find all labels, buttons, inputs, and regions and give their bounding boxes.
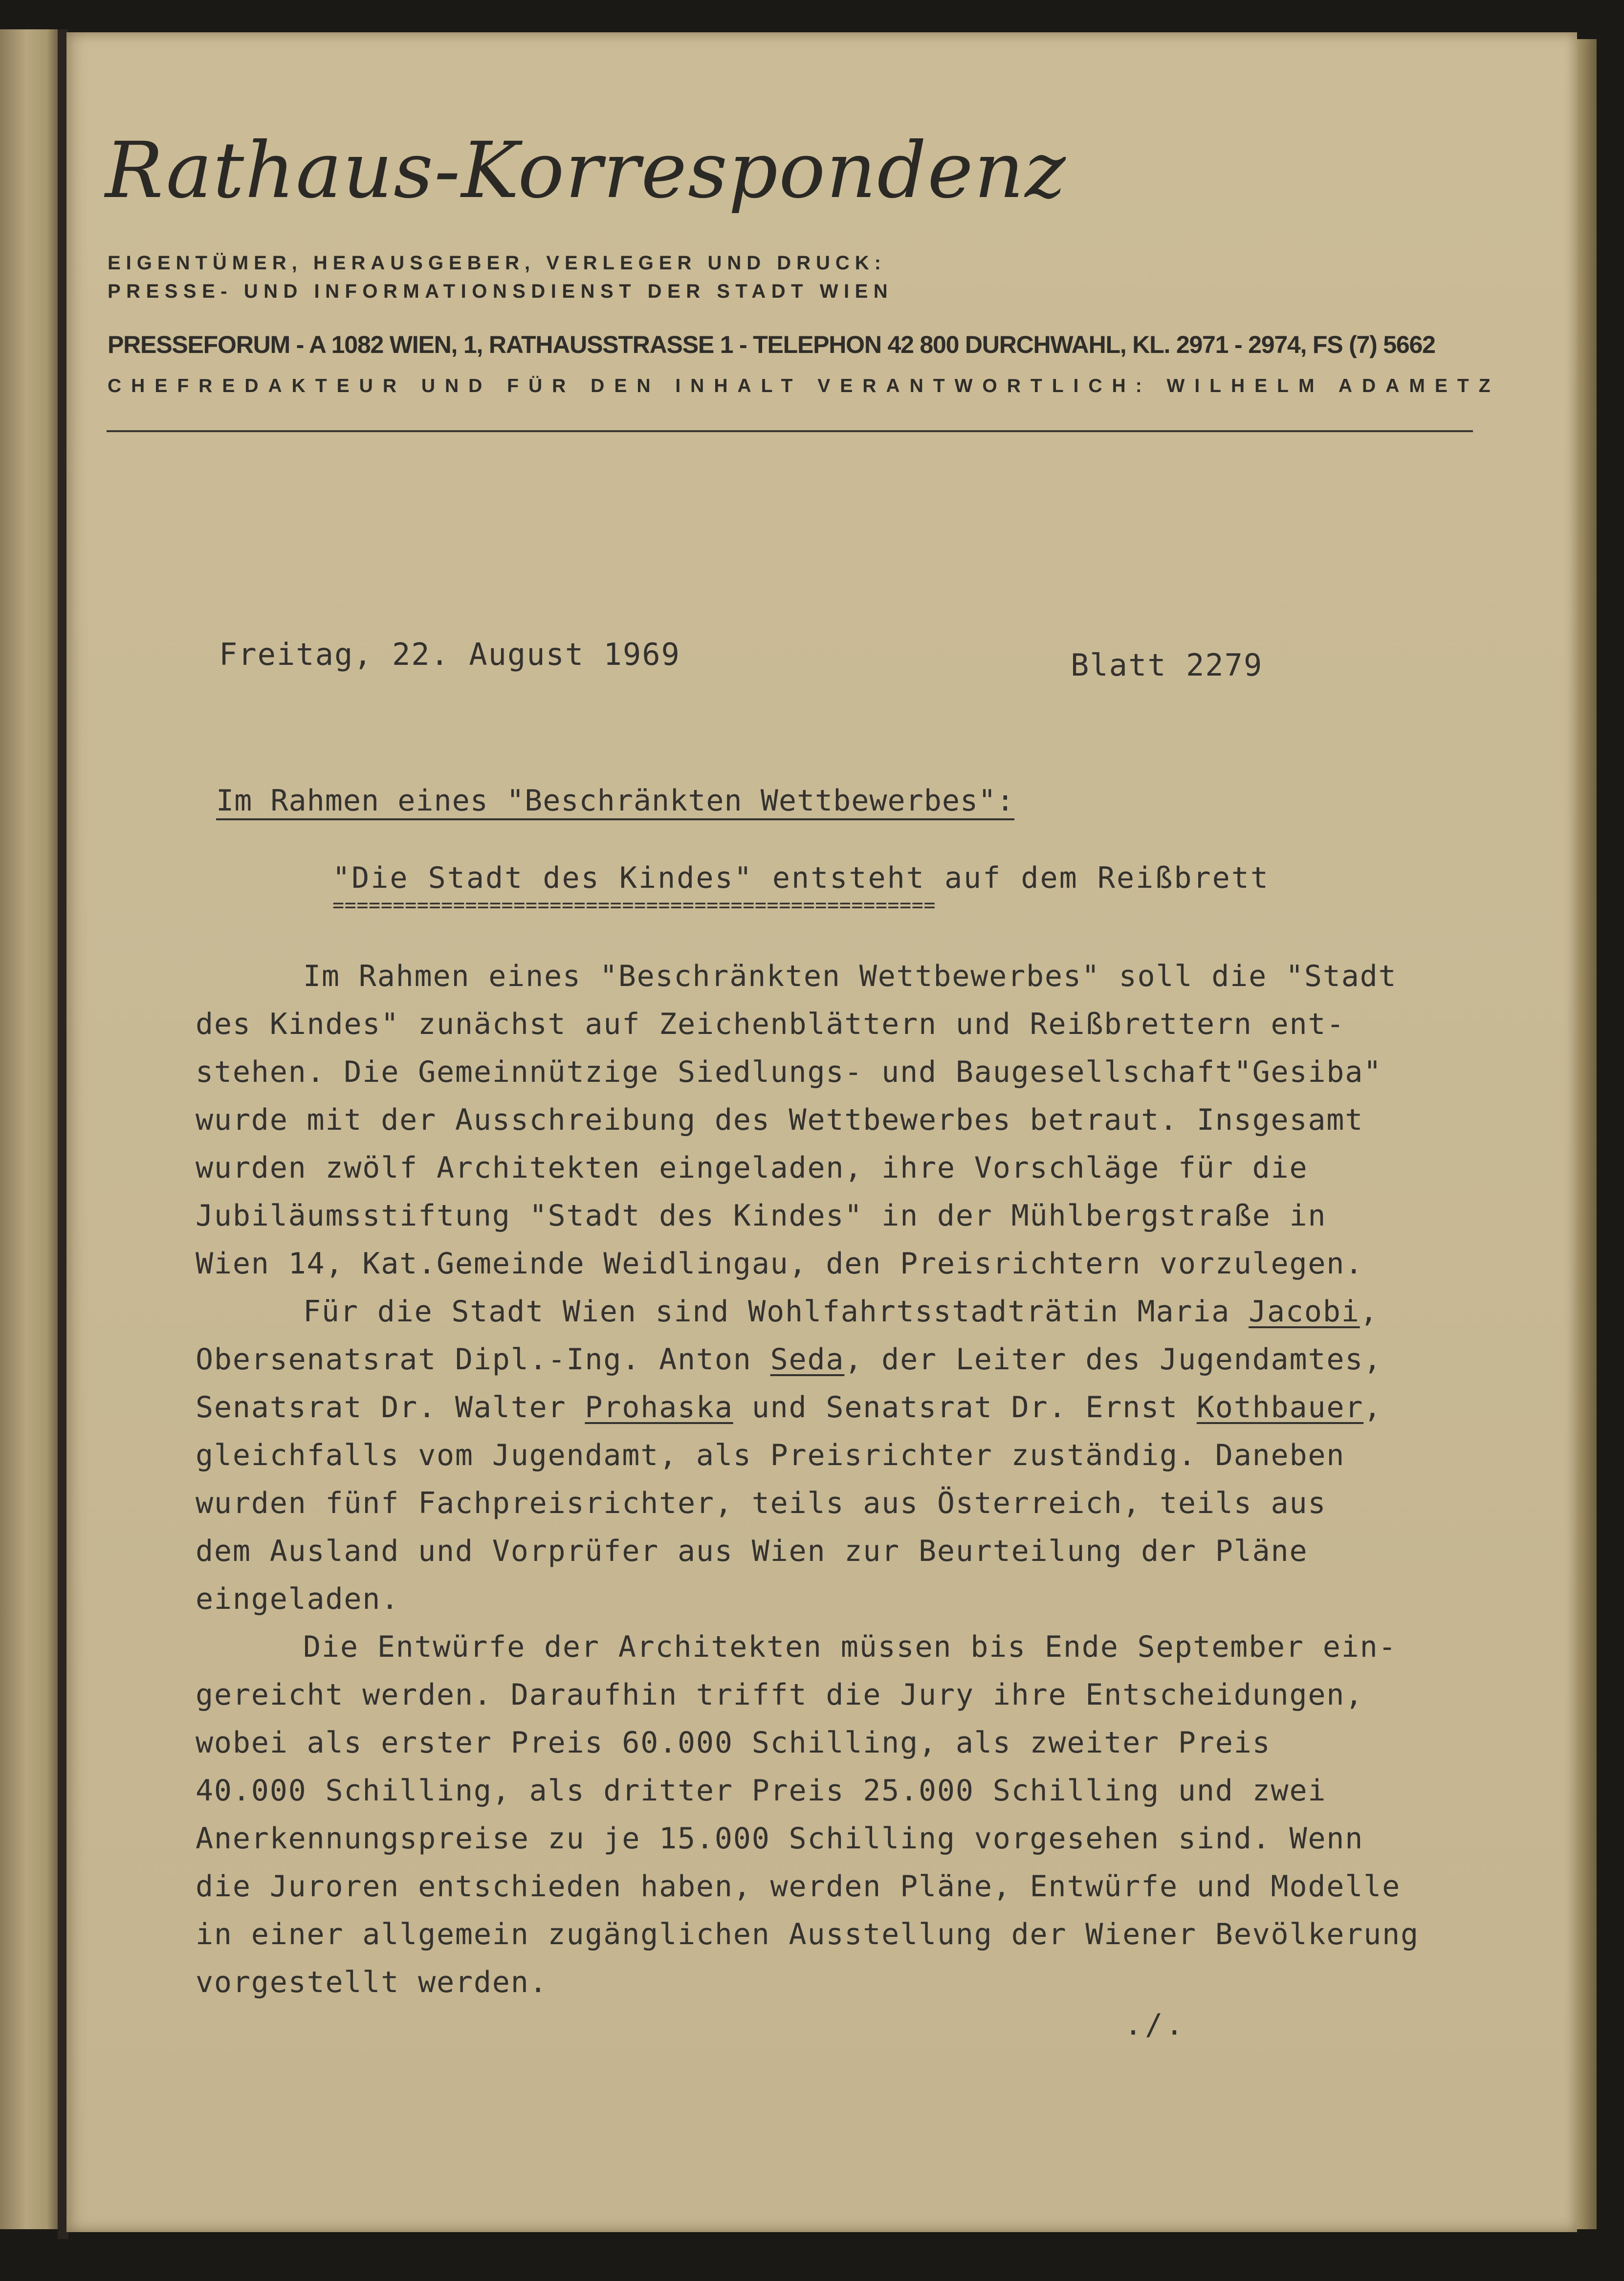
text-line: wurde mit der Ausschreibung des Wettbewerbes betraut. Insgesamt xyxy=(196,1103,1364,1137)
title-double-rule: ================================================== xyxy=(332,894,936,917)
underlined-name: Jacobi xyxy=(1249,1294,1360,1329)
article-body xyxy=(196,952,1491,2006)
sheet-number: Blatt 2279 xyxy=(1071,647,1263,683)
text-line: wurden fünf Fachpreisrichter, teils aus Österreich, teils aus xyxy=(196,1486,1327,1520)
issue-date: Freitag, 22. August 1969 xyxy=(219,636,680,672)
article-subheading: Im Rahmen eines "Beschränkten Wettbewerbes": xyxy=(216,786,1014,820)
text-fragment: und Senatsrat Dr. Ernst xyxy=(733,1390,1197,1425)
text-line xyxy=(196,1336,1491,1383)
text-line: eingeladen. xyxy=(196,1582,400,1616)
text-fragment: , xyxy=(1360,1294,1379,1329)
text-line: die Juroren entschieden haben, werden Pläne, Entwürfe und Modelle xyxy=(196,1869,1401,1904)
text-line: Jubiläumsstiftung "Stadt des Kindes" in der Mühlbergstraße in xyxy=(196,1199,1327,1233)
text-fragment: , der Leiter des Jugendamtes, xyxy=(844,1342,1383,1377)
page-edge xyxy=(1577,39,1597,2229)
text-line: 40.000 Schilling, als dritter Preis 25.000 Schilling und zwei xyxy=(196,1774,1327,1808)
header-divider xyxy=(107,430,1473,432)
text-fragment: Obersenatsrat Dipl.-Ing. Anton xyxy=(196,1342,770,1377)
header-publisher-line: PRESSE- UND INFORMATIONSDIENST DER STADT WIEN xyxy=(108,281,894,302)
text-line: wobei als erster Preis 60.000 Schilling, als zweiter Preis xyxy=(196,1726,1271,1760)
underlined-name: Prohaska xyxy=(585,1390,733,1425)
text-fragment: Für die Stadt Wien sind Wohlfahrtsstadträtin Maria xyxy=(303,1294,1249,1329)
article-title: "Die Stadt des Kindes" entsteht auf dem Reißbrett xyxy=(332,861,1270,895)
header-address-line: PRESSEFORUM - A 1082 WIEN, 1, RATHAUSSTRASSE 1 - TELEPHON 42 800 DURCHWAHL, KL. 2971 - 2974, FS (7) 5662 xyxy=(108,331,1435,358)
paragraph-3 xyxy=(196,1623,1491,2006)
header-editor-line: CHEFREDAKTEUR UND FÜR DEN INHALT VERANTWORTLICH: WILHELM ADAMETZ xyxy=(108,375,1500,396)
masthead-logo: Rathaus-Korrespondenz xyxy=(105,126,1067,216)
text-line: gleichfalls vom Jugendamt, als Preisrichter zuständig. Daneben xyxy=(196,1438,1345,1472)
text-line: dem Ausland und Vorprüfer aus Wien zur Beurteilung der Pläne xyxy=(196,1534,1308,1568)
text-line: Anerkennungspreise zu je 15.000 Schilling vorgesehen sind. Wenn xyxy=(196,1821,1364,1856)
paragraph-2 xyxy=(196,1288,1491,1623)
underlined-name: Seda xyxy=(770,1342,845,1377)
underlined-name: Kothbauer xyxy=(1196,1390,1364,1425)
text-line xyxy=(196,1288,1491,1336)
paragraph-1 xyxy=(196,952,1491,1288)
text-line xyxy=(196,1383,1491,1431)
continued-mark: ./. xyxy=(1124,2008,1186,2042)
text-line: des Kindes" zunächst auf Zeichenblättern und Reißbrettern ent- xyxy=(196,1007,1345,1041)
text-line: Die Entwürfe der Architekten müssen bis Ende September ein- xyxy=(303,1630,1397,1664)
text-line: Im Rahmen eines "Beschränkten Wettbewerbes" soll die "Stadt xyxy=(303,959,1397,993)
text-line: vorgestellt werden. xyxy=(196,1965,548,1999)
text-line: gereicht werden. Daraufhin trifft die Jury ihre Entscheidungen, xyxy=(196,1678,1364,1712)
header-owner-line: EIGENTÜMER, HERAUSGEBER, VERLEGER UND DRUCK: xyxy=(108,252,886,274)
text-line: stehen. Die Gemeinnützige Siedlungs- und Baugesellschaft"Gesiba" xyxy=(196,1055,1383,1089)
text-line: Wien 14, Kat.Gemeinde Weidlingau, den Preisrichtern vorzulegen. xyxy=(196,1247,1364,1281)
text-line: in einer allgemein zugänglichen Ausstellung der Wiener Bevölkerung xyxy=(196,1917,1419,1952)
text-fragment: Senatsrat Dr. Walter xyxy=(196,1390,585,1425)
previous-page-edge xyxy=(0,29,59,2229)
text-fragment: , xyxy=(1363,1390,1383,1425)
text-line: wurden zwölf Architekten eingeladen, ihre Vorschläge für die xyxy=(196,1151,1308,1185)
